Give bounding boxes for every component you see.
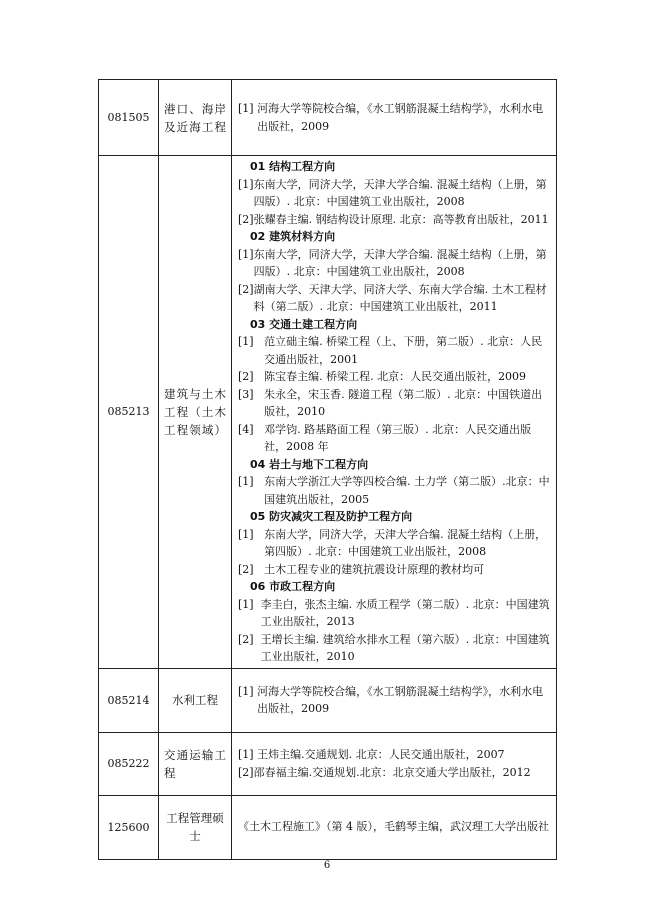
reference-item: [1] 王炜主编.交通规划. 北京：人民交通出版社，2007 [238,748,505,761]
major-name: 工程管理硕士 [159,795,232,859]
reference-item: [1] 东南大学浙江大学等四校合编. 土力学（第二版）.北京：中国建筑出版社，2005 [238,475,550,506]
reference-list [232,156,557,669]
page-number: 6 [323,860,331,871]
major-name: 水利工程 [159,668,232,732]
reference-item: [2] 陈宝春主编. 桥梁工程. 北京：人民交通出版社，2009 [238,370,527,383]
major-name: 建筑与土木工程（土木工程领域） [159,156,232,669]
reference-item: [1] 范立础主编. 桥梁工程（上、下册，第二版）. 北京：人民交通出版社，2001 [238,335,543,366]
reference-item: 《土木工程施工》（第 4 版），毛鹤琴主编，武汉理工大学出版社 [238,820,549,834]
major-name: 交通运输工程 [159,732,232,795]
major-name: 港口、海岸及近海工程 [159,80,232,156]
reference-item: [1] 河海大学等院校合编，《水工钢筋混凝土结构学》，水利水电出版社，2009 [238,102,544,133]
reference-item: [2] 王增长主编. 建筑给水排水工程（第六版）. 北京：中国建筑工业出版社，2010 [238,632,550,663]
direction-title: 01 结构工程方向 [250,160,336,173]
major-code: 081505 [99,80,159,156]
table-row [99,795,557,859]
major-code: 085213 [99,156,159,669]
reference-item: [1] 东南大学，同济大学，天津大学合编. 混凝土结构（上册，第四版）. 北京：中国建筑工业出版社，2008 [238,247,547,278]
reference-item: [2] 邵春福主编.交通规划.北京：北京交通大学出版社，2012 [238,765,531,779]
reference-list [232,80,557,156]
reference-list [232,795,557,859]
reference-item: [1] 河海大学等院校合编，《水工钢筋混凝土结构学》，水利水电出版社，2009 [238,684,544,715]
reference-item: [1] 东南大学，同济大学，天津大学合编. 混凝土结构（上册，第四版）. 北京：中国建筑工业出版社，2008 [238,527,547,558]
reference-list [232,668,557,732]
direction-title: 05 防灾减灾工程及防护工程方向 [250,510,413,523]
reference-item: [2] 湖南大学、天津大学、同济大学、东南大学合编. 土木工程材料（第二版）. 北京：中国建筑工业出版社，2011 [238,282,547,313]
reference-item: [1] 李圭白，张杰主编. 水质工程学（第二版）. 北京：中国建筑工业出版社，2013 [238,597,550,628]
reference-item: [1] 东南大学，同济大学，天津大学合编. 混凝土结构（上册，第四版）. 北京：中国建筑工业出版社，2008 [238,177,547,208]
direction-title: 02 建筑材料方向 [250,230,336,243]
major-code: 085222 [99,732,159,795]
direction-title: 06 市政工程方向 [250,580,336,593]
reference-item: [4] 邓学钧. 路基路面工程（第三版）. 北京：人民交通出版社，2008 年 [238,422,532,453]
table-row [99,80,557,156]
reference-list [232,732,557,795]
reference-item: [2] 土木工程专业的建筑抗震设计原理的教材均可 [238,562,485,576]
direction-title: 03 交通土建工程方向 [250,317,358,331]
reference-item: [3] 朱永全，宋玉香. 隧道工程（第二版）. 北京：中国铁道出版社，2010 [238,387,543,418]
major-code: 125600 [99,795,159,859]
table-row [99,156,557,669]
table-row [99,732,557,795]
reference-item: [2] 张耀春主编. 钢结构设计原理. 北京：高等教育出版社，2011 [238,212,549,226]
reference-table [98,79,557,860]
major-code: 085214 [99,668,159,732]
direction-title: 04 岩土与地下工程方向 [250,457,369,471]
table-row [99,668,557,732]
